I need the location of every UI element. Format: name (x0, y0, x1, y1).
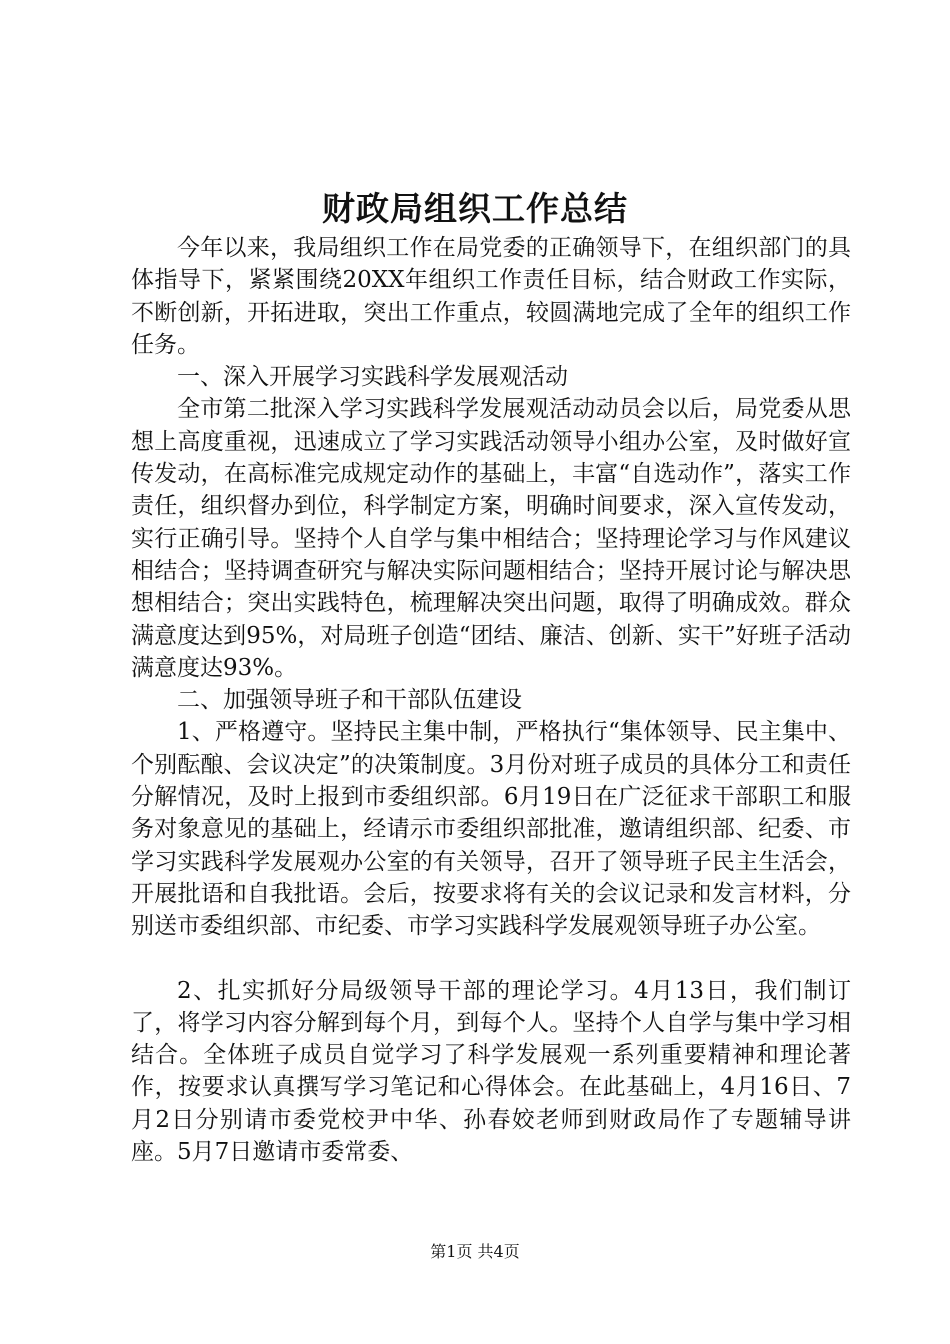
paragraph-gap (131, 943, 851, 975)
document-title: 财政局组织工作总结 (322, 189, 628, 228)
section-heading-2: 二、加强领导班子和干部队伍建设 (177, 687, 522, 714)
document-body (131, 232, 851, 1168)
section-heading-1: 一、深入开展学习实践科学发展观活动 (177, 364, 568, 391)
intro-paragraph: 今年以来，我局组织工作在局党委的正确领导下，在组织部门的具体指导下，紧紧围绕20XX年组织工作责任目标，结合财政工作实际，不断创新，开拓进取，突出工作重点，较圆满地完成了全年的组织工作任务。 (131, 235, 851, 358)
section-1-paragraph: 全市第二批深入学习实践科学发展观活动动员会以后，局党委从思想上高度重视，迅速成立了学习实践活动领导小组办公室，及时做好宣传发动，在高标准完成规定动作的基础上，丰富“自选动作”，落实工作责任，组织督办到位，科学制定方案，明确时间要求，深入宣传发动，实行正确引导。坚持个人自学与集中相结合；坚持理论学习与作风建议相结合；坚持调查研究与解决实际问题相结合；坚持开展讨论与解决思想相结合；突出实践特色，梳理解决突出问题，取得了明确成效。群众满意度达到95%，对局班子创造“团结、廉洁、创新、实干”好班子活动满意度达93%。 (131, 396, 851, 681)
page-footer: 第1页 共4页 (430, 1242, 520, 1261)
item-2-paragraph: 2、扎实抓好分局级领导干部的理论学习。4月13日，我们制订了，将学习内容分解到每个月，到每个人。坚持个人自学与集中学习相结合。全体班子成员自觉学习了科学发展观一系列重要精神和理论著作，按要求认真撰写学习笔记和心得体会。在此基础上，4月16日、7月2日分别请市委党校尹中华、孙春姣老师到财政局作了专题辅导讲座。5月7日邀请市委常委、 (131, 977, 851, 1166)
item-1-paragraph: 1、严格遵守。坚持民主集中制，严格执行“集体领导、民主集中、个别酝酿、会议决定”的决策制度。3月份对班子成员的具体分工和责任分解情况，及时上报到市委组织部。6月19日在广泛征求干部职工和服务对象意见的基础上，经请示市委组织部批准，邀请组织部、纪委、市学习实践科学发展观办公室的有关领导，召开了领导班子民主生活会，开展批语和自我批语。会后，按要求将有关的会议记录和发言材料，分别送市委组织部、市纪委、市学习实践科学发展观领导班子办公室。 (131, 719, 851, 940)
